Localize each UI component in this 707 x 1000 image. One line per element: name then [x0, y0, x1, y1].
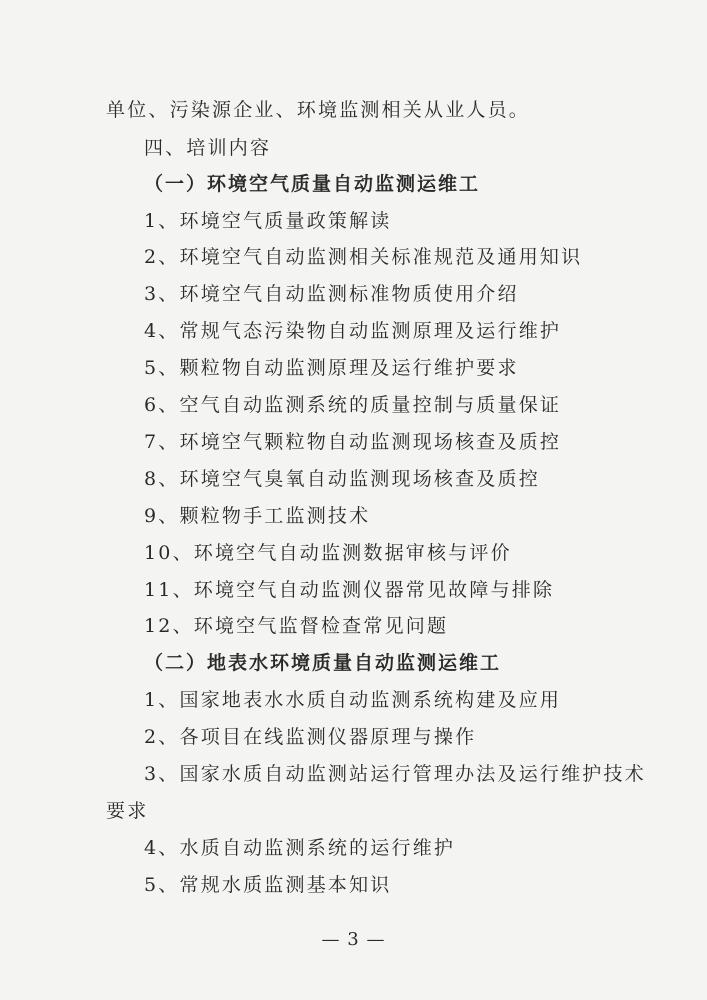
list-item: 3、环境空气自动监测标准物质使用介绍: [144, 283, 519, 305]
list-item-continuation: 要求: [106, 800, 149, 822]
list-item: 5、常规水质监测基本知识: [144, 874, 392, 896]
paragraph-continuation: 单位、污染源企业、环境监测相关从业人员。: [106, 99, 531, 121]
list-item: 2、各项目在线监测仪器原理与操作: [144, 726, 477, 748]
subsection-heading-water: （二）地表水环境质量自动监测运维工: [144, 652, 502, 674]
list-item: 10、环境空气自动监测数据审核与评价: [144, 542, 512, 564]
subsection-heading-air: （一）环境空气质量自动监测运维工: [144, 173, 481, 195]
list-item: 6、空气自动监测系统的质量控制与质量保证: [144, 394, 562, 416]
list-item: 12、环境空气监督检查常见问题: [144, 615, 449, 637]
list-item: 4、常规气态污染物自动监测原理及运行维护: [144, 320, 562, 342]
list-item: 1、环境空气质量政策解读: [144, 210, 392, 232]
list-item: 4、水质自动监测系统的运行维护: [144, 837, 456, 859]
list-item: 5、颗粒物自动监测原理及运行维护要求: [144, 357, 519, 379]
section-heading-training-content: 四、培训内容: [144, 137, 272, 159]
list-item: 9、颗粒物手工监测技术: [144, 505, 371, 527]
list-item: 8、环境空气臭氧自动监测现场核查及质控: [144, 468, 540, 490]
list-item: 7、环境空气颗粒物自动监测现场核查及质控: [144, 431, 562, 453]
page-number: — 3 —: [321, 929, 386, 950]
list-item: 3、国家水质自动监测站运行管理办法及运行维护技术: [144, 763, 646, 785]
list-item: 2、环境空气自动监测相关标准规范及通用知识: [144, 246, 583, 268]
list-item: 11、环境空气自动监测仪器常见故障与排除: [144, 579, 555, 601]
list-item: 1、国家地表水水质自动监测系统构建及应用: [144, 689, 562, 711]
